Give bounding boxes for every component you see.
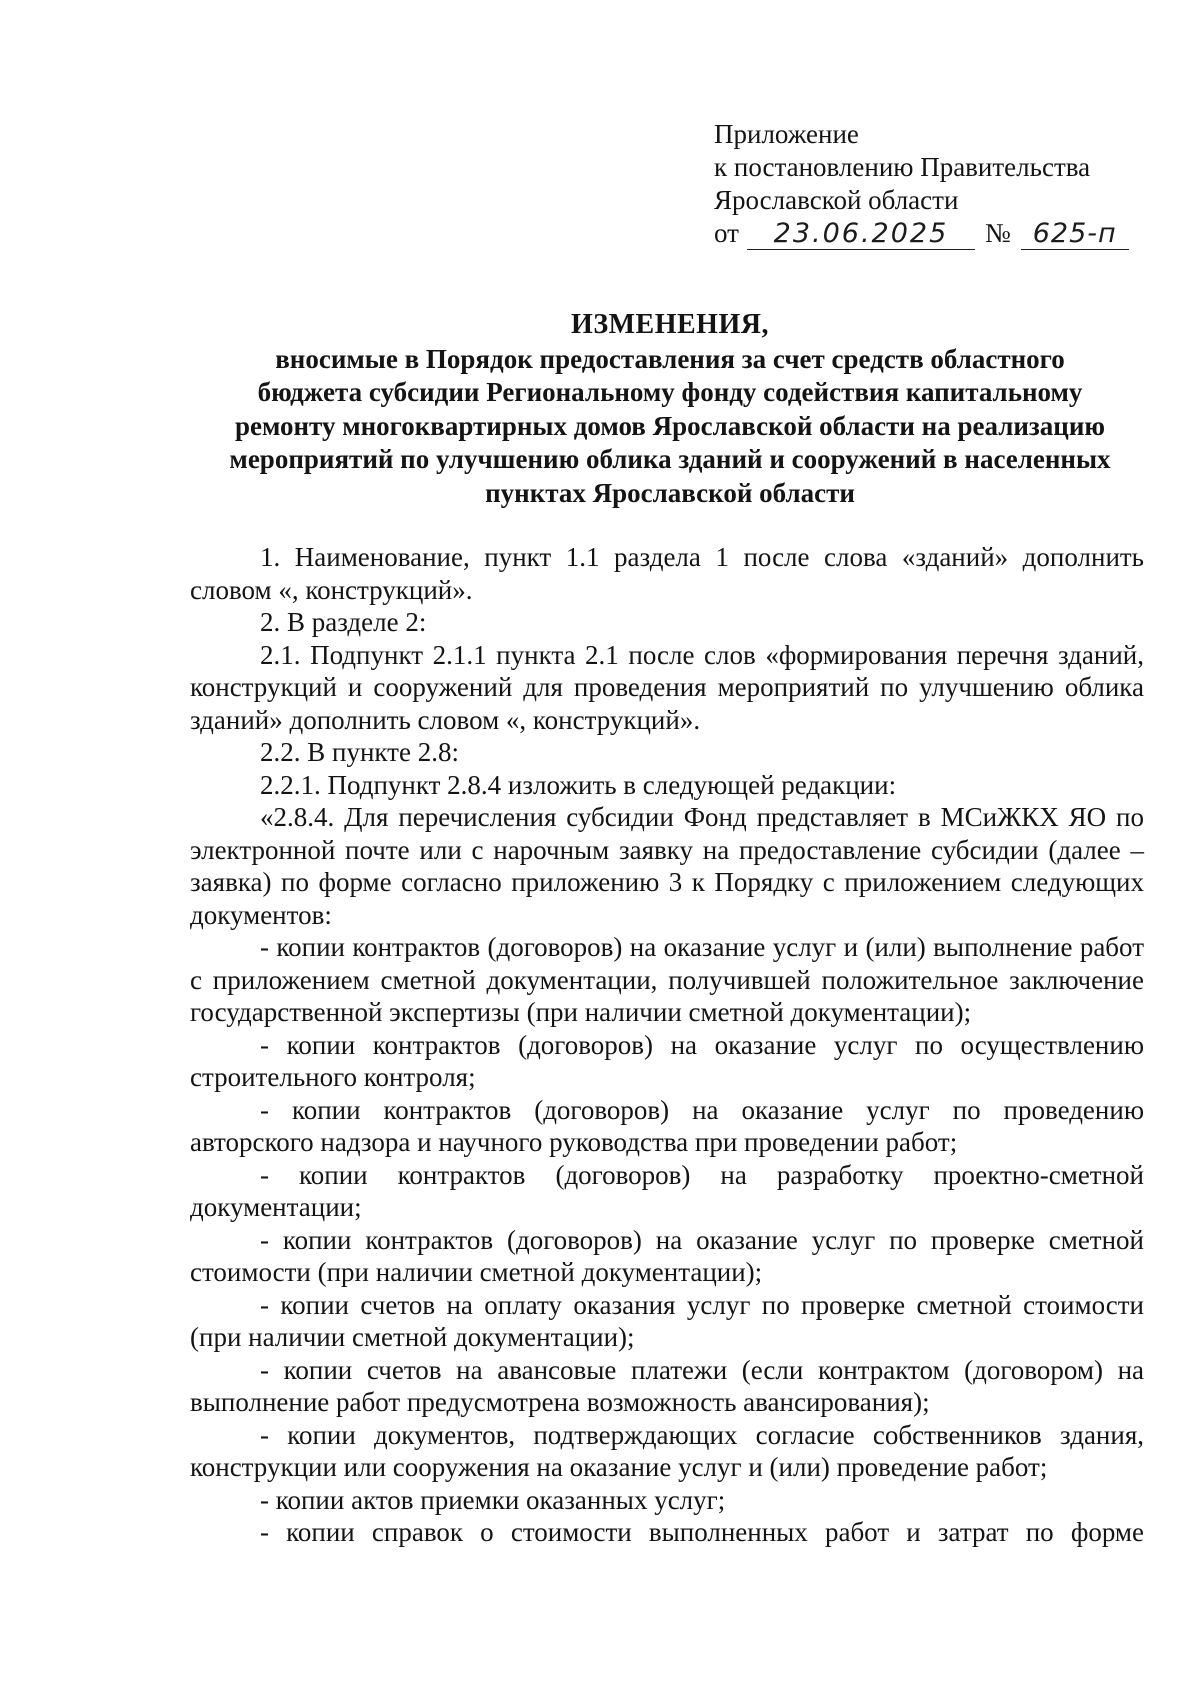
appendix-label: Приложение <box>714 119 859 149</box>
title-line: пунктах Ярославской области <box>485 477 855 508</box>
resolution-reference: к постановлению Правительства <box>714 152 1091 182</box>
document-title <box>190 308 1150 510</box>
list-item: - копии справок о стоимости выполненных работ и затрат по форме <box>260 1517 1144 1547</box>
paragraph-item-1: 1. Наименование, пункт 1.1 раздела 1 после слова «зданий» дополнить словом «, конструкций». <box>190 542 1144 605</box>
appendix-header <box>714 118 1144 250</box>
list-item: - копии контрактов (договоров) на оказание услуг и (или) выполнение работ с приложением сметной документации, получившей положительное заключение государственной экспертизы (при наличии сметной документации); <box>190 932 1144 1027</box>
paragraph-item-2-8-4: «2.8.4. Для перечисления субсидии Фонд представляет в МСиЖКХ ЯО по электронной почте или с нарочным заявку на предоставление субсидии (далее – заявка) по форме согласно приложению 3 к Порядку с приложением следующих документов: <box>190 802 1144 930</box>
list-item: - копии контрактов (договоров) на оказание услуг по осуществлению строительного контроля; <box>190 1029 1144 1092</box>
paragraph-item-2: 2. В разделе 2: <box>260 607 427 637</box>
handwritten-number: 625-п <box>1021 219 1129 250</box>
title-line: бюджета субсидии Региональному фонду содействия капитальному <box>257 377 1083 407</box>
paragraph-item-2-2-1: 2.2.1. Подпункт 2.8.4 изложить в следующей редакции: <box>260 769 897 800</box>
paragraph-item-2-2: 2.2. В пункте 2.8: <box>260 737 459 767</box>
title-line: мероприятий по улучшению облика зданий и сооружений в населенных <box>229 444 1111 474</box>
list-item: - копии счетов на авансовые платежи (если контрактом (договором) на выполнение работ предусмотрена возможность авансирования); <box>190 1354 1144 1417</box>
title-main: ИЗМЕНЕНИЯ, <box>571 309 769 340</box>
list-item: - копии контрактов (договоров) на разработку проектно-сметной документации; <box>190 1159 1144 1222</box>
list-item: - копии актов приемки оказанных услуг; <box>260 1484 726 1515</box>
number-label: № <box>984 218 1011 248</box>
handwritten-date: 23.06.2025 <box>747 219 975 250</box>
date-prefix: от <box>714 218 739 248</box>
paragraph-item-2-1: 2.1. Подпункт 2.1.1 пункта 2.1 после слов «формирования перечня зданий, конструкций и сооружений для проведения мероприятий по улучшению облика зданий» дополнить словом «, конструкций». <box>190 639 1144 735</box>
list-item: - копии контрактов (договоров) на оказание услуг по проведению авторского надзора и научного руководства при проведении работ; <box>190 1094 1144 1157</box>
title-line: ремонту многоквартирных домов Ярославской области на реализацию <box>234 410 1106 441</box>
region-name: Ярославской области <box>714 185 959 215</box>
list-item: - копии счетов на оплату оказания услуг по проверке сметной стоимости (при наличии сметной документации); <box>190 1289 1144 1352</box>
date-number-line <box>714 217 1144 250</box>
list-item: - копии документов, подтверждающих согласие собственников здания, конструкции или сооружения на оказание услуг и (или) проведение работ; <box>190 1419 1144 1482</box>
list-item: - копии контрактов (договоров) на оказание услуг по проверке сметной стоимости (при наличии сметной документации); <box>190 1224 1144 1287</box>
document-body <box>190 541 1144 1549</box>
title-line: вносимые в Порядок предоставления за счет средств областного <box>275 343 1065 374</box>
